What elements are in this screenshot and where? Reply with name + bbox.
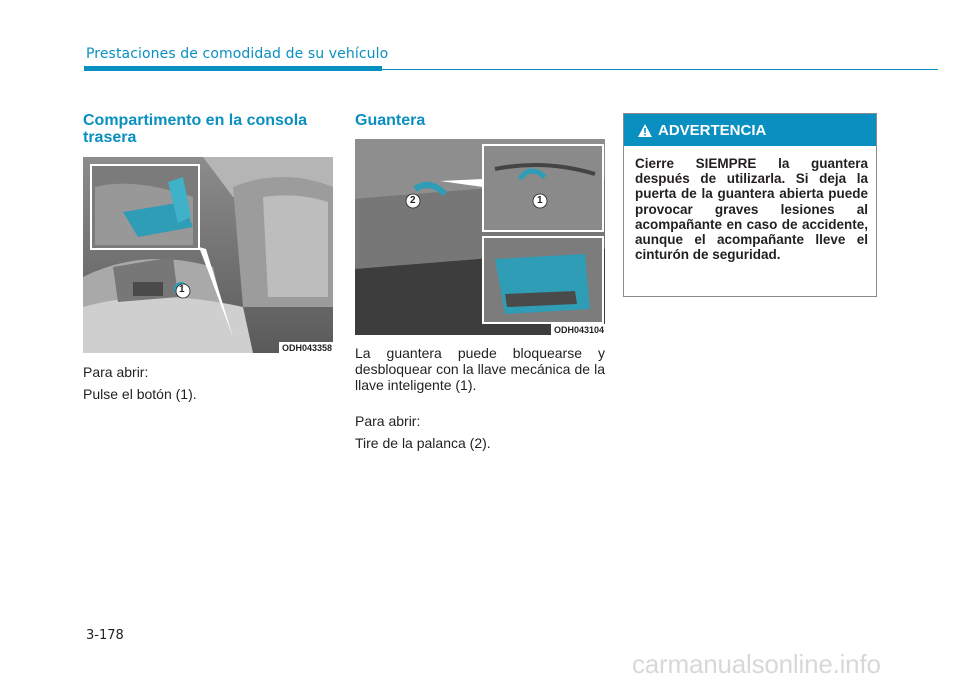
para-open-label: Para abrir: bbox=[83, 364, 149, 380]
figure-code-middle: ODH043104 bbox=[551, 324, 605, 335]
photo-rear-console bbox=[83, 157, 333, 353]
header-accent-bar bbox=[84, 66, 382, 71]
middle-body bbox=[355, 345, 605, 451]
para-open-label-glovebox: Para abrir: bbox=[355, 413, 421, 429]
section-console-compartment bbox=[83, 112, 335, 146]
figure-code-left: ODH043358 bbox=[279, 342, 333, 353]
para-lock-description: La guantera puede bloquearse y desbloquear con la llave mecánica de la llave inteligente (1). bbox=[355, 345, 605, 393]
callout-1-glovebox: 1 bbox=[537, 195, 543, 206]
glovebox-illustration bbox=[355, 139, 605, 335]
left-body bbox=[83, 364, 335, 402]
para-pull-lever: Tire de la palanca (2). bbox=[355, 435, 491, 451]
running-header: Prestaciones de comodidad de su vehículo bbox=[86, 46, 389, 62]
header-rule bbox=[382, 69, 938, 70]
warning-text: Cierre SIEMPRE la guantera después de utilizarla. Si deja la puerta de la guantera abierta puede provocar graves lesiones al acompañante en caso de accidente, aunque el acompañante lleve el cinturón de seguridad. bbox=[635, 156, 868, 263]
warning-box bbox=[623, 113, 877, 297]
warning-heading: ADVERTENCIA bbox=[658, 121, 767, 139]
section-glovebox bbox=[355, 112, 605, 129]
warning-header bbox=[624, 114, 876, 146]
section-title-glovebox: Guantera bbox=[355, 112, 426, 129]
warning-triangle-icon bbox=[638, 124, 652, 137]
callout-2: 2 bbox=[410, 195, 416, 206]
photo-glovebox bbox=[355, 139, 605, 335]
section-title-console: Compartimento en la consola trasera bbox=[83, 112, 308, 146]
callout-1: 1 bbox=[179, 284, 185, 295]
para-press-button: Pulse el botón (1). bbox=[83, 386, 197, 402]
watermark: carmanualsonline.info bbox=[632, 649, 881, 679]
page-number: 3-178 bbox=[86, 628, 124, 643]
rear-seat-illustration bbox=[83, 157, 333, 353]
